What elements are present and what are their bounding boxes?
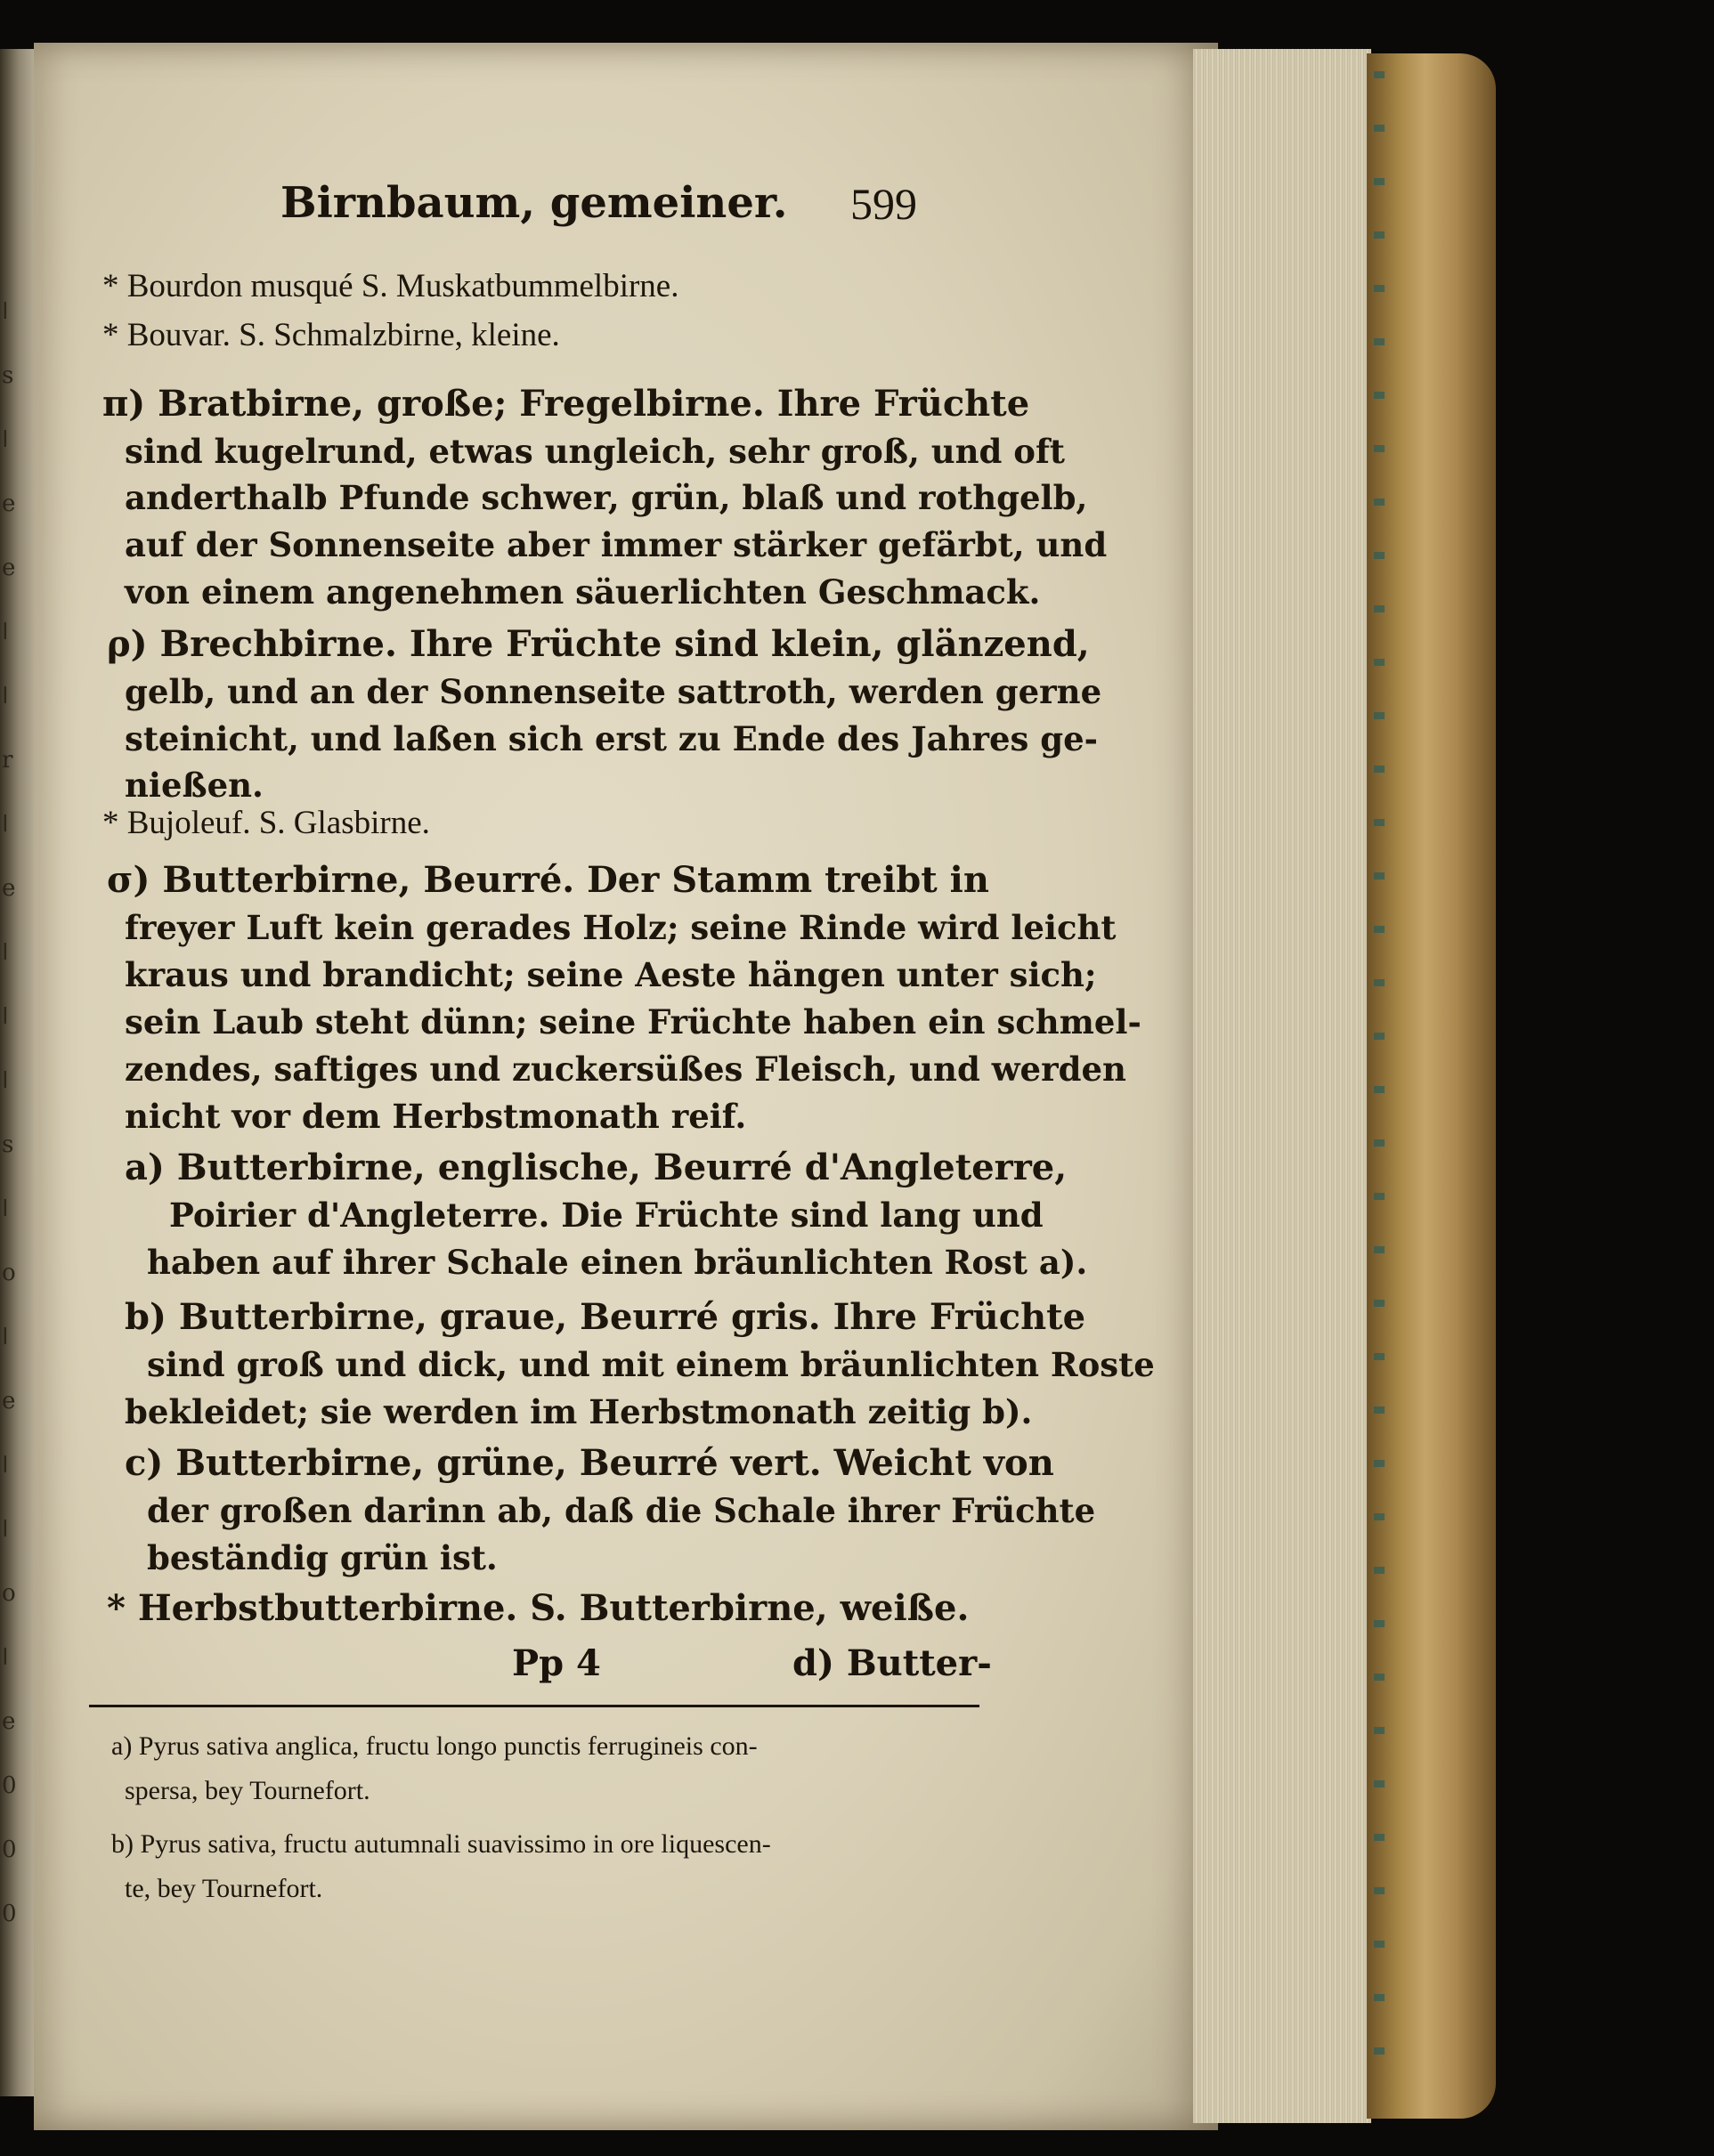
body-line: σ) Butterbirne, Beurré. Der Stamm treibt in: [107, 859, 989, 901]
left-page-glyph: 0: [2, 1901, 17, 1927]
body-line: anderthalb Pfunde schwer, grün, blaß und rothgelb,: [125, 478, 1088, 517]
left-page-glyph: s: [2, 362, 14, 389]
body-line: von einem angenehmen säuerlichten Geschmack.: [125, 572, 1041, 612]
left-page-glyph: e: [2, 1388, 16, 1414]
body-line: * Bourdon musqué S. Muskatbummelbirne.: [102, 268, 679, 304]
signature-mark: Pp 4: [512, 1642, 601, 1684]
page-block-edges: [1193, 49, 1371, 2123]
left-page-text-fragments: [2, 298, 37, 1990]
left-page-glyph: ǀ: [2, 939, 9, 966]
left-page-glyph: o: [2, 1260, 16, 1286]
spine-decoration: [1374, 71, 1385, 2101]
footnote-line: b) Pyrus sativa, fructu autumnali suavissimo in ore liquescen-: [111, 1829, 771, 1859]
body-line: auf der Sonnenseite aber immer stärker gefärbt, und: [125, 525, 1108, 564]
body-line: kraus und brandicht; seine Aeste hängen unter sich;: [125, 955, 1097, 994]
catchword: d) Butter-: [792, 1642, 992, 1684]
left-page-glyph: ǀ: [2, 1644, 9, 1671]
left-page-glyph: 0: [2, 1836, 17, 1863]
body-line: π) Bratbirne, große; Fregelbirne. Ihre Früchte: [102, 383, 1030, 425]
body-line: bekleidet; sie werden im Herbstmonath zeitig b).: [125, 1392, 1033, 1431]
left-page-glyph: s: [2, 1131, 14, 1158]
book-spine: [1367, 53, 1496, 2119]
body-line: nießen.: [125, 766, 264, 805]
body-line: a) Butterbirne, englische, Beurré d'Angleterre,: [125, 1147, 1068, 1188]
left-page-glyph: ǀ: [2, 1324, 9, 1350]
footnote-line: te, bey Tournefort.: [125, 1874, 323, 1903]
footnote-rule: [89, 1705, 979, 1707]
footnote-line: a) Pyrus sativa anglica, fructu longo punctis ferrugineis con-: [111, 1731, 758, 1761]
left-page-glyph: ǀ: [2, 619, 9, 645]
body-line: steinicht, und laßen sich erst zu Ende des Jahres ge-: [125, 719, 1099, 758]
page-number: 599: [850, 179, 917, 229]
left-page-glyph: e: [2, 1708, 16, 1735]
body-line: sind groß und dick, und mit einem bräunlichten Roste: [147, 1345, 1155, 1384]
body-line: haben auf ihrer Schale einen bräunlichten Rost a).: [147, 1243, 1088, 1282]
body-line: sein Laub steht dünn; seine Früchte haben ein schmel-: [125, 1002, 1141, 1042]
left-page-glyph: ǀ: [2, 1452, 9, 1479]
left-page-glyph: ǀ: [2, 683, 9, 709]
left-page-glyph: ǀ: [2, 1516, 9, 1543]
body-line: b) Butterbirne, graue, Beurré gris. Ihre Früchte: [125, 1296, 1086, 1338]
left-page-glyph: ǀ: [2, 1003, 9, 1030]
left-page-glyph: ǀ: [2, 298, 9, 325]
left-page-glyph: o: [2, 1580, 16, 1607]
left-page-glyph: ǀ: [2, 1067, 9, 1094]
body-line: Poirier d'Angleterre. Die Früchte sind lang und: [169, 1196, 1044, 1235]
left-page-glyph: e: [2, 875, 16, 902]
left-page-glyph: 0: [2, 1772, 17, 1799]
left-page-glyph: e: [2, 555, 16, 581]
body-line: * Bouvar. S. Schmalzbirne, kleine.: [102, 317, 560, 353]
left-page-glyph: ǀ: [2, 426, 9, 453]
footnote-line: spersa, bey Tournefort.: [125, 1776, 370, 1805]
body-line: freyer Luft kein gerades Holz; seine Rinde wird leicht: [125, 908, 1117, 947]
left-page-glyph: e: [2, 490, 16, 517]
body-line: der großen darinn ab, daß die Schale ihrer Früchte: [147, 1491, 1096, 1530]
body-line: c) Butterbirne, grüne, Beurré vert. Weicht von: [125, 1442, 1054, 1484]
body-line: ρ) Brechbirne. Ihre Früchte sind klein, glänzend,: [107, 623, 1090, 665]
body-line: * Herbstbutterbirne. S. Butterbirne, weiße.: [107, 1587, 970, 1629]
body-line: gelb, und an der Sonnenseite sattroth, werden gerne: [125, 672, 1102, 711]
body-line: beständig grün ist.: [147, 1538, 498, 1577]
body-line: sind kugelrund, etwas ungleich, sehr groß, und oft: [125, 432, 1065, 471]
body-line: zendes, saftiges und zuckersüßes Fleisch, und werden: [125, 1050, 1126, 1089]
running-head-title: Birnbaum, gemeiner.: [280, 178, 788, 228]
left-page-glyph: r: [2, 747, 13, 774]
body-line: nicht vor dem Herbstmonath reif.: [125, 1097, 747, 1136]
left-page-glyph: ǀ: [2, 1196, 9, 1222]
left-page-glyph: ǀ: [2, 811, 9, 838]
body-line: * Bujoleuf. S. Glasbirne.: [102, 805, 430, 841]
